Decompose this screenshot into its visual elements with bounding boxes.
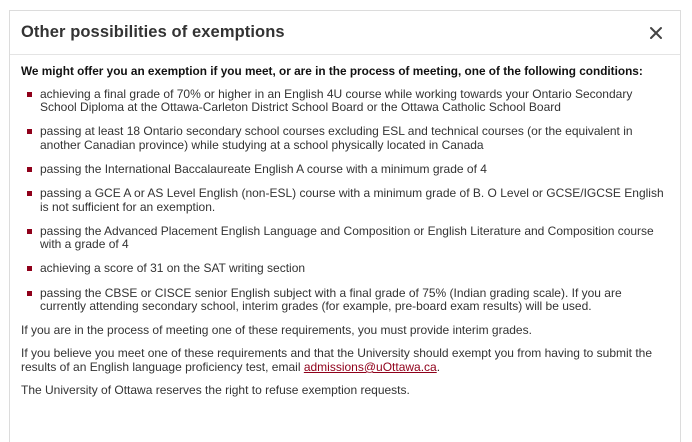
condition-text: passing the CBSE or CISCE senior English subject with a final grade of 75% (Indian grading scale). If you are currently attending secondary school, interim grades (for example, pre-board exam results) will be used. [40,285,622,314]
modal-body [10,55,680,398]
condition-text: achieving a final grade of 70% or higher in an English 4U course while working towards your Ontario Secondary School Diploma at the Ottawa-Carleton District School Board or the Ottawa Catholic School Board [40,86,633,115]
modal-title: Other possibilities of exemptions [21,23,285,41]
list-item [21,262,669,276]
bullet-icon [27,229,32,234]
close-button[interactable] [646,23,666,43]
bullet-icon [27,92,32,97]
conditions-list [21,88,669,314]
reserve-note: The University of Ottawa reserves the right to refuse exemption requests. [21,383,410,397]
list-item [21,287,669,314]
modal-header [10,11,680,55]
list-item [21,163,669,177]
request-text-end: . [436,359,441,374]
admissions-email-link[interactable]: admissions@uOttawa.ca [303,359,437,374]
condition-text: passing the International Baccalaureate English A course with a minimum grade of 4 [40,161,487,176]
condition-text: passing the Advanced Placement English Language and Composition or English Literature and Composition course with a grade of 4 [40,223,654,252]
bullet-icon [27,266,32,271]
request-text: If you believe you meet one of these requirements and that the University should exempt you from having to submit the results of an English language proficiency test, email [21,346,653,374]
bullet-icon [27,291,32,296]
list-item [21,187,669,214]
interim-note: If you are in the process of meeting one of these requirements, you must provide interim grades. [21,323,532,338]
bullet-icon [27,129,32,134]
list-item [21,125,669,152]
exemptions-modal [9,10,681,442]
condition-text: passing at least 18 Ontario secondary school courses excluding ESL and technical courses (or the equivalent in another Canadian province) while studying at a school physically located in Canada [40,124,633,152]
list-item [21,88,669,115]
bullet-icon [27,191,32,196]
close-icon [649,26,663,40]
intro-text: We might offer you an exemption if you meet, or are in the process of meeting, one of the following conditions: [21,64,643,78]
list-item [21,225,669,252]
bullet-icon [27,167,32,172]
exemption-request-text [21,347,669,374]
condition-text: achieving a score of 31 on the SAT writing section [40,261,306,276]
condition-text: passing a GCE A or AS Level English (non-ESL) course with a minimum grade of B. O Level or GCSE/IGCSE English is not sufficient for an exemption. [40,186,664,214]
